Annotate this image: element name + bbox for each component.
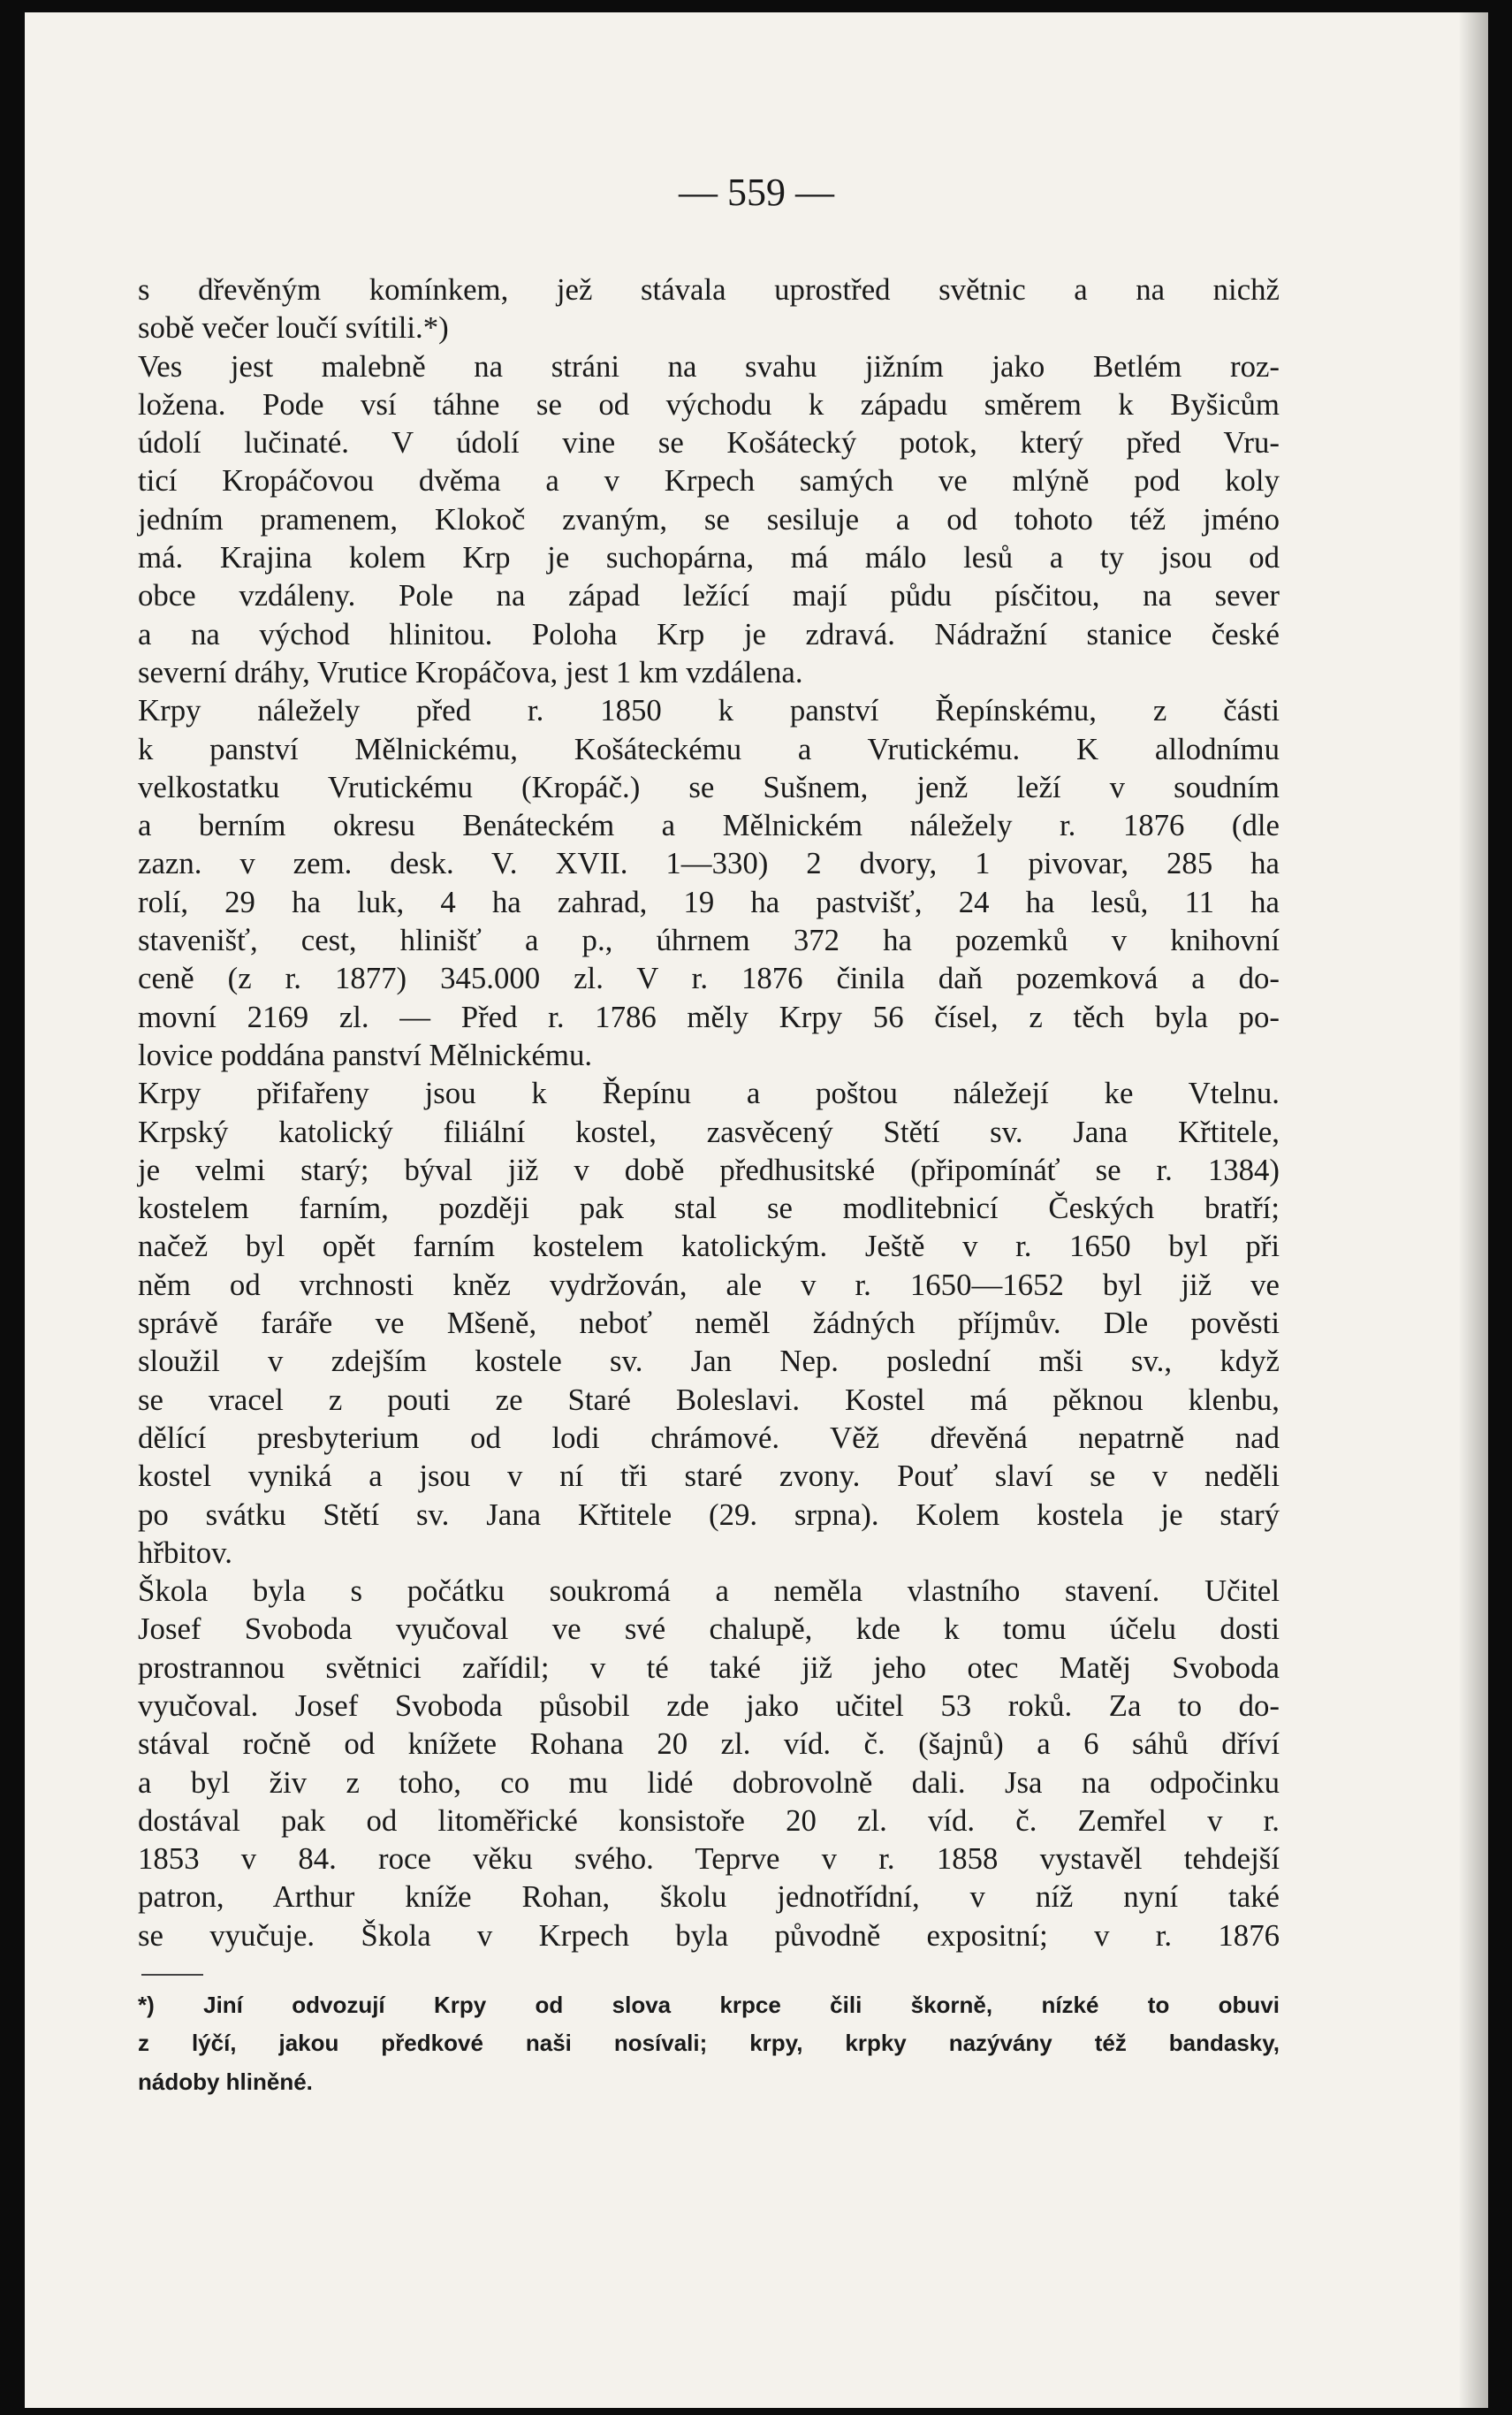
text-line: Krpy náležely před r. 1850 k panství Řepínskému, z části — [138, 693, 1280, 728]
text-line: kostelem farním, později pak stal se modlitebnicí Českých bratří; — [138, 1191, 1280, 1226]
text-line: stával ročně od knížete Rohana 20 zl. víd. č. (šajnů) a 6 sáhů dříví — [138, 1726, 1280, 1762]
text-line: Krpský katolický filiální kostel, zasvěcený Stětí sv. Jana Křtitele, — [138, 1114, 1280, 1149]
text-line: po svátku Stětí sv. Jana Křtitele (29. srpna). Kolem kostela je starý — [138, 1497, 1280, 1532]
text-line: vyučoval. Josef Svoboda působil zde jako učitel 53 roků. Za to do- — [138, 1687, 1280, 1723]
text-line: něm od vrchnosti kněz vydržován, ale v r. 1650—1652 byl již ve — [138, 1267, 1280, 1302]
text-line: a na východ hlinitou. Poloha Krp je zdravá. Nádražní stanice české — [138, 616, 1280, 651]
text-line: zazn. v zem. desk. V. XVII. 1—330) 2 dvory, 1 pivovar, 285 ha — [138, 846, 1280, 881]
text-line: obce vzdáleny. Pole na západ ležící mají půdu písčitou, na sever — [138, 578, 1280, 613]
text-line: načež byl opět farním kostelem katolickým. Ještě v r. 1650 byl při — [138, 1229, 1280, 1264]
text-line: jedním pramenem, Klokoč zvaným, se sesiluje a od tohoto též jméno — [138, 501, 1280, 537]
text-line: dělící presbyterium od lodi chrámové. Věž dřevěná nepatrně nad — [138, 1420, 1280, 1455]
scanned-page — [25, 12, 1488, 2408]
text-line: severní dráhy, Vrutice Kropáčova, jest 1 km vzdálena. — [138, 654, 803, 689]
text-line: ceně (z r. 1877) 345.000 zl. V r. 1876 činila daň pozemková a do- — [138, 961, 1280, 996]
text-line: Josef Svoboda vyučoval ve své chalupě, kde k tomu účelu dosti — [138, 1611, 1280, 1647]
text-line: k panství Mělnickému, Košáteckému a Vrutickému. K allodnímu — [138, 731, 1280, 766]
text-line: Krpy přifařeny jsou k Řepínu a poštou náležejí ke Vtelnu. — [138, 1076, 1280, 1111]
body-text — [138, 270, 1280, 1954]
footnote-line: z lýčí, jakou předkové naši nosívali; krpy, krpky nazývány též bandasky, — [138, 2030, 1280, 2057]
footnote-divider — [141, 1974, 203, 1976]
text-line: hřbitov. — [138, 1535, 232, 1570]
text-line: dostával pak od litoměřické konsistoře 20 zl. víd. č. Zemřel v r. — [138, 1802, 1280, 1838]
text-line: Škola byla s počátku soukromá a neměla vlastního stavení. Učitel — [138, 1573, 1280, 1609]
text-line: sloužil v zdejším kostele sv. Jan Nep. poslední mši sv., když — [138, 1344, 1280, 1379]
text-line: sobě večer loučí svítili.*) — [138, 310, 449, 346]
text-line: kostel vyniká a jsou v ní tři staré zvony. Pouť slaví se v neděli — [138, 1459, 1280, 1494]
text-line: rolí, 29 ha luk, 4 ha zahrad, 19 ha pastvišť, 24 ha lesů, 11 ha — [138, 884, 1280, 919]
text-line: prostrannou světnici zařídil; v té také již jeho otec Matěj Svoboda — [138, 1649, 1280, 1685]
text-line: ticí Kropáčovou dvěma a v Krpech samých ve mlýně pod koly — [138, 463, 1280, 499]
text-line: údolí lučinaté. V údolí vine se Košátecký potok, který před Vru- — [138, 425, 1280, 461]
footnote-line: nádoby hliněné. — [138, 2068, 313, 2095]
page-edge-shadow — [1458, 12, 1488, 2408]
text-line: Ves jest malebně na stráni na svahu jižním jako Betlém roz- — [138, 348, 1280, 384]
text-line: velkostatku Vrutickému (Kropáč.) se Sušnem, jenž leží v soudním — [138, 769, 1280, 804]
text-line: je velmi starý; býval již v době předhusitské (připomínáť se r. 1384) — [138, 1152, 1280, 1187]
text-line: se vracel z pouti ze Staré Boleslavi. Kostel má pěknou klenbu, — [138, 1382, 1280, 1417]
text-line: správě faráře ve Mšeně, neboť neměl žádných příjmův. Dle pověsti — [138, 1306, 1280, 1341]
text-line: a byl živ z toho, co mu lidé dobrovolně dali. Jsa na odpočinku — [138, 1764, 1280, 1800]
text-line: movní 2169 zl. — Před r. 1786 měly Krpy 56 čísel, z těch byla po- — [138, 999, 1280, 1034]
text-line: lovice poddána panství Mělnickému. — [138, 1037, 593, 1072]
text-line: s dřevěným komínkem, jež stávala uprostřed světnic a na nichž — [138, 272, 1280, 307]
text-line: stavenišť, cest, hlinišť a p., úhrnem 372 ha pozemků v knihovní — [138, 923, 1280, 958]
text-line: se vyučuje. Škola v Krpech byla původně expositní; v r. 1876 — [138, 1917, 1280, 1953]
footnote — [138, 1989, 1280, 2104]
text-line: a berním okresu Benáteckém a Mělnickém náležely r. 1876 (dle — [138, 808, 1280, 843]
text-line: ložena. Pode vsí táhne se od východu k západu směrem k Byšicům — [138, 386, 1280, 422]
footnote-line: *) Jiní odvozují Krpy od slova krpce čili škorně, nízké to obuvi — [138, 1992, 1280, 2018]
page-number: — 559 — — [679, 171, 834, 214]
text-line: patron, Arthur kníže Rohan, školu jednotřídní, v níž nyní také — [138, 1879, 1280, 1915]
text-line: 1853 v 84. roce věku svého. Teprve v r. 1858 vystavěl tehdejší — [138, 1841, 1280, 1877]
text-line: má. Krajina kolem Krp je suchopárna, má málo lesů a ty jsou od — [138, 540, 1280, 575]
